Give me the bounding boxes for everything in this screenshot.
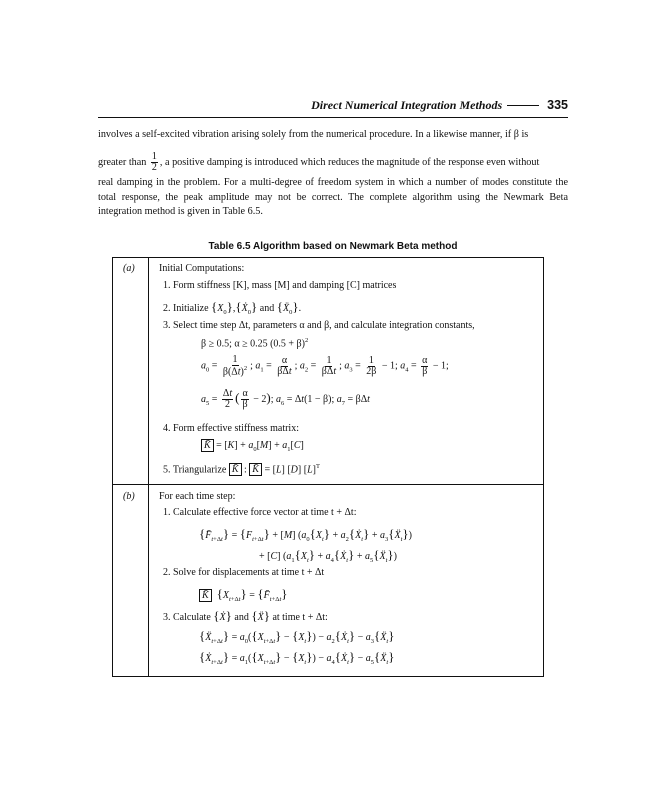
page-number: 335 [547,98,568,112]
step-a5-label: 5. Triangularize [163,464,227,476]
step-b1: 1. Calculate effective force vector at time t + Δt: [163,507,357,518]
parameter-condition [201,337,308,349]
running-header [98,96,568,114]
effective-force-equation-2: + [C] ($a_1\{X_t\}$ + $a_4\{Ẋ_t\}$ + $a_5\{Ẍ_t\}$) [259,547,397,564]
header-divider [98,117,568,118]
table-row-divider [113,484,543,485]
paragraph-line-2 [98,152,568,173]
velocity-update-equation: {Ẋ$_{t+\Delta t}$} = $a_1(\{X_{t+\Delta t}\} - \{X_t\})$ − $a_4\{Ẋ_t\}$ − $a_5\{Ẍ_t\}$ [199,649,395,666]
fraction-denominator: 2 [151,162,157,173]
header-rule [507,105,539,106]
step-a2-and: and [259,303,275,314]
paragraph-line-2-pre: greater than [98,156,147,168]
step-a2-label: 2. Initialize [163,303,209,314]
running-title: Direct Numerical Integration Methods [311,97,503,112]
step-a1: 1. Form stiffness [K], mass [M] and damping [C] matrices [163,280,397,291]
step-a3: 3. Select time step Δt, parameters α and β, and calculate integration constants, [163,320,475,331]
table-caption: Table 6.5 Algorithm based on Newmark Beta method [208,241,458,252]
paragraph-line-1: involves a self-excited vibration arising solely from the numerical procedure. In a likewise manner, if β is [98,129,529,140]
table-column-divider [148,258,149,676]
step-a4: 4. Form effective stiffness matrix: [163,423,299,434]
condition-sup: 2 [304,337,309,344]
effective-force-equation-1: $\{F̄_{t+\Delta t}\} = \{F_{t+\Delta t}\} + [M] (a_0\{X_t\}$ + $a_2\{Ẋ_t\}$ + $a_3\{Ẍ_t\}$) [199,526,412,543]
step-a5-colon: : [244,464,247,476]
step-a2 [163,299,301,316]
step-b2: 2. Solve for displacements at time t + Δt [163,567,325,578]
initial-vectors: $\{X_0\},\{Ẋ_0\}$ [211,299,258,316]
initial-acceleration: {Ẍ$_0$}. [276,299,302,316]
step-b3-and: and [234,612,249,623]
acceleration-update-equation: {Ẍ$_{t+\Delta t}$} = $a_0(\{X_{t+\Delta t}\} - \{X_t\})$ − $a_2\{Ẋ_t\}$ − $a_3\{Ẍ_t\}$ [199,628,395,645]
displacement-solve-equation: K̄ $\{X_{t+\Delta t}\}$ = $\{F̄_{t+\Delta t}\}$ [199,586,288,603]
section-b-heading: For each time step: [159,491,236,502]
section-a-label: (a) [123,263,135,274]
section-a-heading: Initial Computations: [159,263,245,274]
paragraph-rest: real damping in the problem. For a multi-degree of freedom system in which a number of modes constitute the total response, the peak amplitude may not be correct. The complete algorithm using the Newmark Beta integration method is given in Table 6.5. [98,177,568,217]
fraction-numerator: 1 [151,151,157,162]
paragraph-line-2-post: , a positive damping is introduced which reduces the magnitude of the response even without [159,156,540,168]
step-b3: 3. Calculate {Ẋ} and {Ẍ} at time t + Δt: [163,608,328,623]
fraction-one-half [151,152,158,173]
step-a5: 5. Triangularize K̄ : K̄ = [L] [D] $[L]^T$ [163,463,320,476]
section-b-label: (b) [123,491,135,502]
effective-stiffness-equation: K̄ = $[K] + a_0[M] + a_1[C]$ [201,440,304,453]
algorithm-table [112,257,544,677]
step-b3-post: at time t + Δt: [272,612,328,623]
condition-text: β ≥ 0.5; α ≥ 0.25 (0.5 + β) [201,338,305,350]
step-b3-label: 3. Calculate [163,612,211,623]
constants-a0-a4: $a_0$ = $\frac{1}{\beta(\Delta t)^2}$ ; $a_1$ = $\frac{\alpha}{\text{βΔt}}$ ; $a_2$ = $\frac{1}{\text{βΔt}}$ ; $a_3$ = $\frac{1}{2\beta}$ − 1; $a_4$ = $\frac{\alpha}{\beta}$ − 1; [201,354,449,378]
transpose-sup: T [315,463,320,470]
constants-a5-a7: $a_5$ = $\frac{\Delta t}{2}$ ( $\frac{\alpha}{\beta}$ − 2); $a_6 = \Delta t(1 - \beta)$; $a_7 = \beta\Delta t$ [201,388,370,410]
